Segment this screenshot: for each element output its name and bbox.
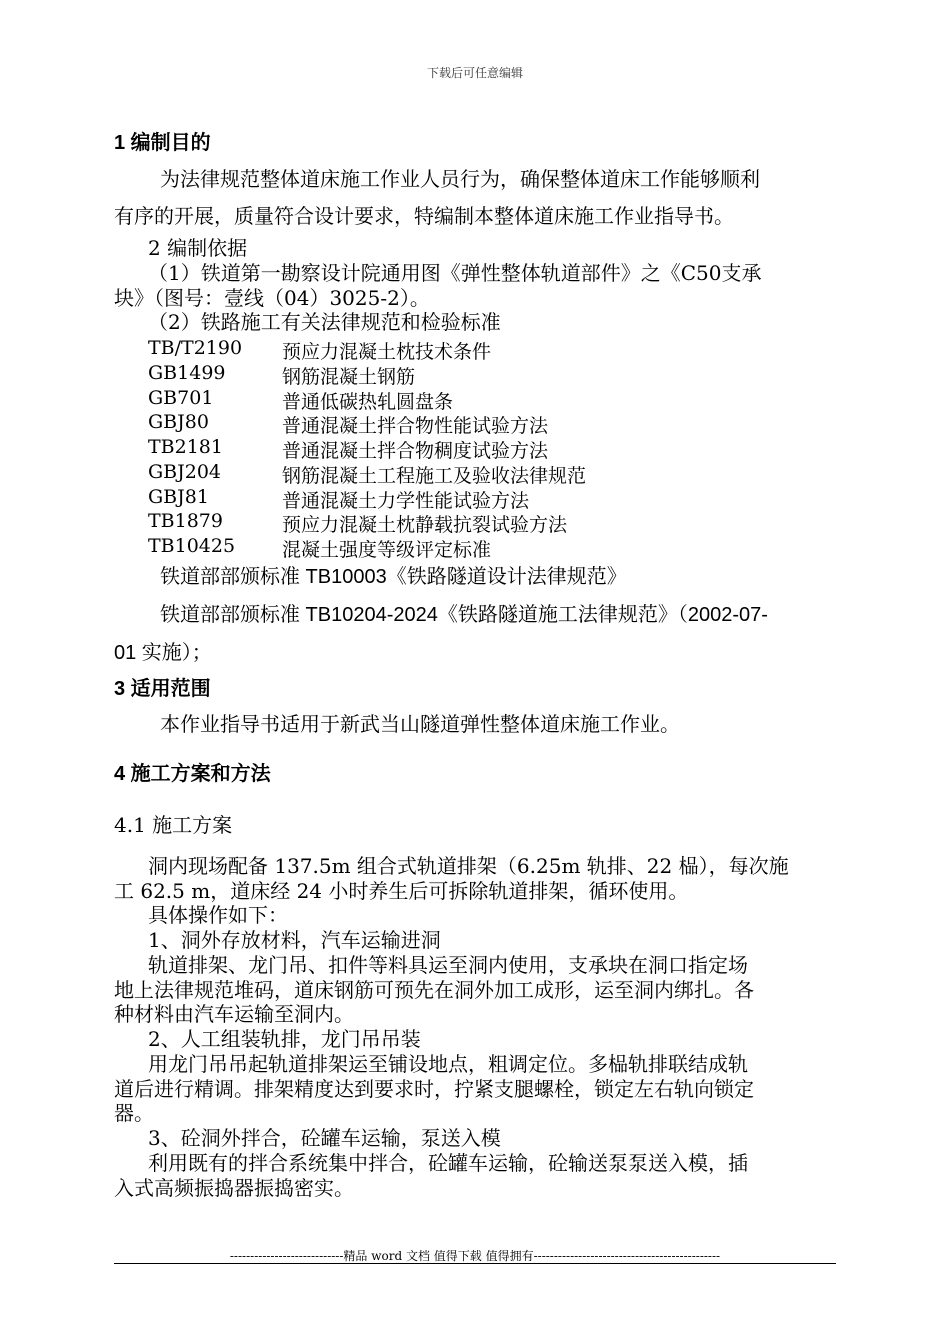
standard-name: 钢筋混凝土钢筋 [282, 366, 416, 388]
rule-tb10204-line-2: 01 实施）； [114, 642, 212, 664]
section-3-para: 本作业指导书适用于新武当山隧道弹性整体道床施工作业。 [160, 714, 680, 736]
step-2-line-1: 用龙门吊吊起轨道排架运至铺设地点，粗调定位。多榀轨排联结成轨 [148, 1052, 748, 1076]
standard-code: TB/T2190 [148, 337, 243, 359]
page-footer: ----------------------------精品 word 文档 值得下载 值得拥有---------------------------------------------- [229, 1249, 721, 1263]
footer-divider [114, 1263, 836, 1264]
section-2-item-1-line-1: （1）铁道第一勘察设计院通用图《弹性整体轨道部件》之《C50支承 [148, 261, 762, 285]
standard-name: 混凝土强度等级评定标准 [282, 539, 492, 561]
standard-code: TB10425 [148, 535, 236, 557]
section-2-item-1-line-2: 块》（图号：壹线（04）3025-2）。 [114, 286, 430, 310]
step-1-line-2: 地上法律规范堆码，道床钢筋可预先在洞外加工成形，运至洞内绑扎。各 [114, 978, 754, 1002]
standard-code: GBJ80 [148, 411, 209, 433]
section-1-para-line-2: 有序的开展，质量符合设计要求，特编制本整体道床施工作业指导书。 [114, 206, 734, 228]
step-3-line-2: 入式高频振捣器振捣密实。 [114, 1176, 354, 1200]
section-4-1-title: 4.1 施工方案 [114, 813, 233, 837]
standard-name: 普通混凝土拌合物性能试验方法 [282, 415, 549, 437]
standard-name: 普通低碳热轧圆盘条 [282, 391, 454, 413]
operations-heading: 具体操作如下： [148, 903, 288, 927]
standard-name: 普通混凝土力学性能试验方法 [282, 490, 530, 512]
section-2-title: 2 编制依据 [148, 236, 248, 260]
section-4-title: 4 施工方案和方法 [114, 763, 271, 785]
step-2-line-2: 道后进行精调。排架精度达到要求时，拧紧支腿螺栓，锁定左右轨向锁定 [114, 1077, 754, 1101]
standard-name: 普通混凝土拌合物稠度试验方法 [282, 440, 549, 462]
page-header: 下载后可任意编辑 [426, 66, 523, 80]
section-4-intro-line-2: 工 62.5 m，道床经 24 小时养生后可拆除轨道排架，循环使用。 [114, 879, 689, 903]
standard-code: GBJ81 [148, 486, 209, 508]
step-3-line-1: 利用既有的拌合系统集中拌合，砼罐车运输，砼输送泵泵送入模，插 [148, 1151, 748, 1175]
section-2-item-2: （2）铁路施工有关法律规范和检验标准 [148, 310, 501, 334]
standard-code: GB1499 [148, 362, 226, 384]
step-1-title: 1、洞外存放材料，汽车运输进洞 [148, 928, 441, 952]
step-2-title: 2、人工组装轨排，龙门吊吊装 [148, 1027, 421, 1051]
section-4-intro-line-1: 洞内现场配备 137.5m 组合式轨道排架（6.25m 轨排、22 榀），每次施 [148, 854, 789, 878]
standard-name: 预应力混凝土枕静载抗裂试验方法 [282, 514, 568, 536]
section-3-title: 3 适用范围 [114, 678, 211, 700]
standard-code: GB701 [148, 387, 214, 409]
step-3-title: 3、砼洞外拌合，砼罐车运输，泵送入模 [148, 1126, 501, 1150]
standard-code: GBJ204 [148, 461, 222, 483]
standard-name: 钢筋混凝土工程施工及验收法律规范 [282, 465, 587, 487]
section-1-title: 1 编制目的 [114, 132, 211, 154]
step-1-line-3: 种材料由汽车运输至洞内。 [114, 1002, 354, 1026]
step-1-line-1: 轨道排架、龙门吊、扣件等料具运至洞内使用，支承块在洞口指定场 [148, 953, 748, 977]
standard-code: TB2181 [148, 436, 223, 458]
rule-tb10204-line-1: 铁道部部颁标准 TB10204-2024《铁路隧道施工法律规范》（2002-07- [160, 604, 768, 626]
rule-tb10003: 铁道部部颁标准 TB10003《铁路隧道设计法律规范》 [160, 566, 627, 588]
section-1-para-line-1: 为法律规范整体道床施工作业人员行为，确保整体道床工作能够顺利 [160, 169, 760, 191]
standard-code: TB1879 [148, 510, 223, 532]
step-2-line-3: 器。 [114, 1101, 154, 1125]
standard-name: 预应力混凝土枕技术条件 [282, 341, 492, 363]
